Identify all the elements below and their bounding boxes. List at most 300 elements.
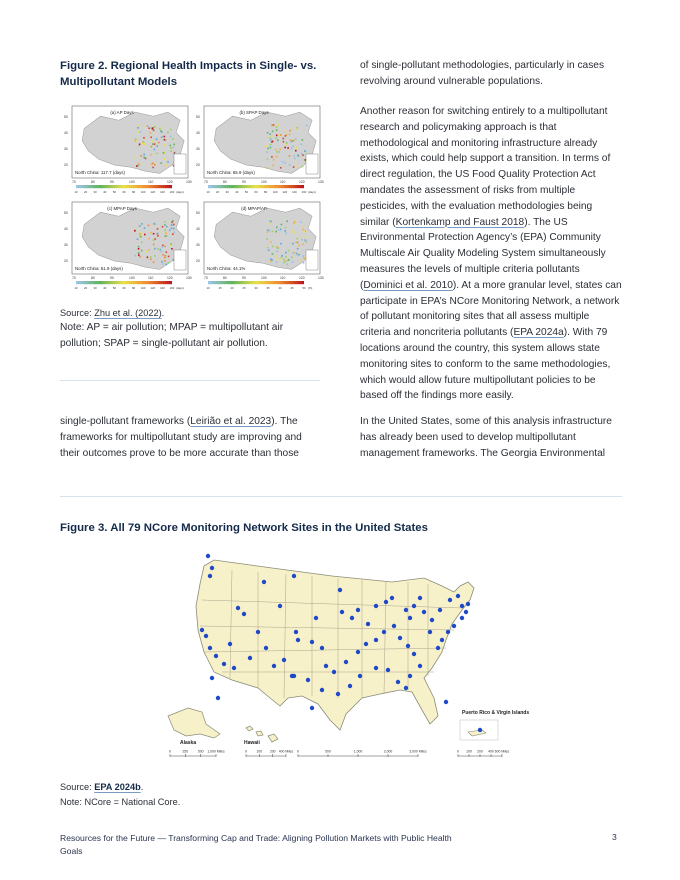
legend-tick: 50 xyxy=(302,286,306,290)
scale-label: 500 xyxy=(325,749,331,754)
heat-cell xyxy=(293,140,295,142)
ncore-site-marker xyxy=(418,596,422,600)
heat-cell xyxy=(168,256,170,258)
heat-cell xyxy=(134,157,136,159)
heat-cell xyxy=(270,221,272,223)
heat-cell xyxy=(291,148,293,150)
heat-cell xyxy=(302,139,304,141)
ncore-site-marker xyxy=(390,596,394,600)
heat-cell xyxy=(164,260,166,262)
lon-tick: 130 xyxy=(186,180,192,184)
heat-cell xyxy=(147,125,149,127)
legend-tick: 30 xyxy=(254,286,258,290)
ncore-site-marker xyxy=(296,638,300,642)
ncore-site-marker xyxy=(466,602,470,606)
scale-label: 400 xyxy=(488,749,494,754)
scale-label: 0 xyxy=(245,749,247,754)
legend-tick: 20 xyxy=(230,286,234,290)
ncore-sites-map xyxy=(162,548,530,766)
heat-cell xyxy=(154,248,156,250)
legend-tick: 50 xyxy=(112,286,116,290)
legend-tick: 40 xyxy=(103,286,107,290)
heat-cell xyxy=(148,225,150,227)
heat-cell xyxy=(162,226,164,228)
left-column-paragraph: single-pollutant frameworks (Leirião et al. 2023). The frameworks for multipollutant study are improving and their outcomes prove to be more accurate than those xyxy=(60,416,302,459)
legend-tick: 140 xyxy=(292,190,297,194)
heat-cell xyxy=(270,241,272,243)
ncore-site-marker xyxy=(436,646,440,650)
heat-cell xyxy=(164,139,166,141)
heat-cell xyxy=(172,147,174,149)
heat-cell xyxy=(266,145,268,147)
ncore-site-marker xyxy=(456,594,460,598)
heat-cell xyxy=(171,227,173,229)
heat-cell xyxy=(166,164,168,166)
ncore-site-marker xyxy=(208,574,212,578)
heat-cell xyxy=(300,260,302,262)
heat-cell xyxy=(280,259,282,261)
legend-tick: 15 xyxy=(218,286,222,290)
heat-cell xyxy=(286,232,288,234)
heat-cell xyxy=(289,164,291,166)
lon-tick: 80 xyxy=(223,180,227,184)
ncore-site-marker xyxy=(292,674,296,678)
heat-cell xyxy=(266,151,268,153)
heat-cell xyxy=(297,238,299,240)
heat-cell xyxy=(294,158,296,160)
heat-cell xyxy=(286,264,288,266)
panel-inset-box xyxy=(306,154,318,174)
legend-tick: 120 xyxy=(282,190,288,194)
ncore-site-marker xyxy=(366,622,370,626)
divider xyxy=(60,380,320,381)
heat-cell xyxy=(287,147,289,149)
scale-label: 200 xyxy=(477,749,483,754)
heat-cell xyxy=(276,126,278,128)
heat-cell xyxy=(137,238,139,240)
heat-cell xyxy=(283,262,285,264)
panel-stat: North China: 117.7 (days) xyxy=(75,170,125,175)
ncore-site-marker xyxy=(350,616,354,620)
ncore-site-marker xyxy=(272,664,276,668)
heat-cell xyxy=(269,133,271,135)
puerto-rico-inset xyxy=(468,730,486,736)
heat-cell xyxy=(292,252,294,254)
legend-tick: 140 xyxy=(160,190,165,194)
heat-cell xyxy=(294,221,296,223)
lon-tick: 110 xyxy=(280,180,286,184)
heat-cell xyxy=(148,249,150,251)
legend-tick: 60 xyxy=(122,190,126,194)
heat-cell xyxy=(297,254,299,256)
ncore-site-marker xyxy=(232,666,236,670)
ncore-site-marker xyxy=(408,674,412,678)
lat-tick: 20 xyxy=(196,259,200,263)
heat-cell xyxy=(289,155,291,157)
heat-cell xyxy=(301,239,303,241)
heat-cell xyxy=(279,149,281,151)
heat-cell xyxy=(272,141,274,143)
ncore-site-marker xyxy=(448,598,452,602)
heat-cell xyxy=(292,261,294,263)
ncore-site-marker xyxy=(446,630,450,634)
heat-cell xyxy=(172,138,174,140)
heat-cell xyxy=(268,249,270,251)
heat-cell xyxy=(285,135,287,137)
heat-cell xyxy=(159,128,161,130)
heat-cell xyxy=(170,244,172,246)
heat-cell xyxy=(172,233,174,235)
heat-cell xyxy=(144,234,146,236)
heat-cell xyxy=(303,257,305,259)
lon-tick: 80 xyxy=(223,276,227,280)
heat-cell xyxy=(276,256,278,258)
lat-tick: 30 xyxy=(196,147,200,151)
source-link-epa-2024b[interactable]: EPA 2024b xyxy=(94,782,141,792)
heat-cell xyxy=(153,223,155,225)
figure-3-note: Note: NCore = National Core. xyxy=(60,797,181,807)
heat-cell xyxy=(154,149,156,151)
heat-cell xyxy=(296,127,298,129)
heat-cell xyxy=(281,255,283,257)
lon-tick: 100 xyxy=(261,180,267,184)
heat-cell xyxy=(141,223,143,225)
lon-tick: 70 xyxy=(72,276,76,280)
conus-outline xyxy=(196,560,474,730)
citation-link-epa-2024a[interactable]: EPA 2024a xyxy=(513,327,564,339)
ncore-site-marker xyxy=(374,666,378,670)
ncore-site-marker xyxy=(412,604,416,608)
citation-link-dominici[interactable]: Dominici et al. 2010 xyxy=(363,279,453,291)
legend-tick: 100 xyxy=(272,190,278,194)
heat-cell xyxy=(302,244,304,246)
color-legend-bar xyxy=(76,281,172,284)
heat-cell xyxy=(275,137,277,139)
heat-cell xyxy=(268,135,270,137)
heat-cell xyxy=(169,145,171,147)
heat-cell xyxy=(284,162,286,164)
legend-tick: 25 xyxy=(242,286,246,290)
heat-cell xyxy=(173,228,175,230)
lon-tick: 120 xyxy=(167,180,173,184)
heat-cell xyxy=(172,220,174,222)
heat-cell xyxy=(293,232,295,234)
ncore-site-marker xyxy=(340,610,344,614)
heat-cell xyxy=(135,138,137,140)
heat-cell xyxy=(144,227,146,229)
ncore-site-marker xyxy=(314,616,318,620)
lon-tick: 100 xyxy=(261,276,267,280)
heat-cell xyxy=(271,135,273,137)
ncore-site-marker xyxy=(320,688,324,692)
source-link-zhu[interactable]: Zhu et al. (2022) xyxy=(94,308,162,318)
ncore-site-marker xyxy=(396,680,400,684)
ncore-site-marker xyxy=(294,630,298,634)
heat-cell xyxy=(166,264,168,266)
lon-tick: 100 xyxy=(129,276,135,280)
panel-stat: North China: 44.1% xyxy=(207,266,246,271)
heat-cell xyxy=(267,229,269,231)
heat-cell xyxy=(152,141,154,143)
heat-cell xyxy=(135,255,137,257)
heat-cell xyxy=(159,231,161,233)
heat-cell xyxy=(146,251,148,253)
heat-cell xyxy=(295,150,297,152)
legend-tick: 10 xyxy=(74,190,78,194)
ncore-site-marker xyxy=(332,670,336,674)
ncore-site-marker xyxy=(222,662,226,666)
heat-cell xyxy=(293,166,295,168)
ncore-site-marker xyxy=(310,640,314,644)
heat-cell xyxy=(139,256,141,258)
heat-cell xyxy=(140,233,142,235)
heat-cell xyxy=(266,238,268,240)
heat-cell xyxy=(277,259,279,261)
lon-tick: 120 xyxy=(299,180,305,184)
ncore-site-marker xyxy=(464,610,468,614)
heat-cell xyxy=(162,254,164,256)
lon-tick: 80 xyxy=(91,276,95,280)
ncore-site-marker xyxy=(256,630,260,634)
ncore-site-marker xyxy=(210,676,214,680)
color-legend-bar xyxy=(208,185,304,188)
lat-tick: 50 xyxy=(64,211,68,215)
heat-cell xyxy=(139,144,141,146)
heat-cell xyxy=(280,229,282,231)
legend-tick: 80 xyxy=(264,190,268,194)
legend-tick: 50 xyxy=(244,190,248,194)
ncore-site-marker xyxy=(382,630,386,634)
heat-cell xyxy=(267,159,269,161)
heat-cell xyxy=(138,252,140,254)
heat-cell xyxy=(156,153,158,155)
heat-cell xyxy=(302,229,304,231)
heat-cell xyxy=(154,238,156,240)
scale-label: 2,000 xyxy=(383,749,393,754)
heat-cell xyxy=(276,227,278,229)
scale-label: 0 xyxy=(169,749,171,754)
heat-cell xyxy=(167,161,169,163)
heat-cell xyxy=(291,257,293,259)
legend-tick: 160 xyxy=(169,190,175,194)
ncore-site-marker xyxy=(282,658,286,662)
ncore-site-marker xyxy=(264,646,268,650)
heat-cell xyxy=(277,124,279,126)
heat-cell xyxy=(168,262,170,264)
heat-cell xyxy=(289,130,291,132)
heat-cell xyxy=(144,144,146,146)
panel-label: (c) MPAP Days xyxy=(107,206,137,211)
heat-cell xyxy=(145,158,147,160)
heat-cell xyxy=(164,229,166,231)
heat-cell xyxy=(161,261,163,263)
legend-tick: 80 xyxy=(132,190,136,194)
scale-label: 100 xyxy=(466,749,472,754)
heat-cell xyxy=(286,221,288,223)
legend-tick: 100 xyxy=(140,286,146,290)
heat-cell xyxy=(173,232,175,234)
figure-2-panel xyxy=(64,106,192,194)
heat-cell xyxy=(157,248,159,250)
heat-cell xyxy=(138,246,140,248)
heat-cell xyxy=(137,131,139,133)
heat-cell xyxy=(296,165,298,167)
lon-tick: 80 xyxy=(91,180,95,184)
right-paragraph-1: of single-pollutant methodologies, particularly in cases revolving around vulnerable populations. xyxy=(360,60,605,87)
heat-cell xyxy=(303,225,305,227)
heat-cell xyxy=(163,152,165,154)
heat-cell xyxy=(276,250,278,252)
figure-2-map-grid xyxy=(60,104,322,294)
heat-cell xyxy=(151,146,153,148)
heat-cell xyxy=(295,138,297,140)
heat-cell xyxy=(283,141,285,143)
heat-cell xyxy=(153,130,155,132)
heat-cell xyxy=(276,135,278,137)
legend-unit: (days) xyxy=(308,190,316,194)
heat-cell xyxy=(296,242,298,244)
heat-cell xyxy=(278,151,280,153)
lon-tick: 110 xyxy=(148,180,154,184)
ncore-site-marker xyxy=(324,664,328,668)
heat-cell xyxy=(157,228,159,230)
legend-tick: 30 xyxy=(93,190,97,194)
heat-cell xyxy=(161,131,163,133)
ncore-site-marker xyxy=(306,678,310,682)
lat-tick: 40 xyxy=(196,227,200,231)
lat-tick: 20 xyxy=(64,163,68,167)
ncore-site-marker xyxy=(348,684,352,688)
heat-cell xyxy=(284,230,286,232)
ncore-site-marker xyxy=(430,618,434,622)
heat-cell xyxy=(302,166,304,168)
heat-cell xyxy=(293,155,295,157)
heat-cell xyxy=(283,138,285,140)
heat-cell xyxy=(293,223,295,225)
citation-link-leiriao[interactable]: Leirião et al. 2023 xyxy=(190,416,272,427)
citation-link-kortenkamp[interactable]: Kortenkamp and Faust 2018 xyxy=(395,216,525,228)
heat-cell xyxy=(136,140,138,142)
section-divider xyxy=(60,496,622,497)
ncore-site-marker xyxy=(344,660,348,664)
heat-cell xyxy=(155,138,157,140)
lat-tick: 20 xyxy=(196,163,200,167)
heat-cell xyxy=(273,124,275,126)
ncore-site-marker xyxy=(404,686,408,690)
ncore-site-marker xyxy=(440,638,444,642)
legend-tick: 10 xyxy=(206,190,210,194)
heat-cell xyxy=(292,243,294,245)
ncore-site-marker xyxy=(418,664,422,668)
scale-label: 0 xyxy=(457,749,459,754)
ncore-site-marker xyxy=(204,634,208,638)
lon-tick: 70 xyxy=(204,180,208,184)
lon-tick: 110 xyxy=(148,276,154,280)
heat-cell xyxy=(278,135,280,137)
heat-cell xyxy=(139,225,141,227)
heat-cell xyxy=(298,245,300,247)
ncore-site-marker xyxy=(452,624,456,628)
legend-tick: 50 xyxy=(112,190,116,194)
heat-cell xyxy=(272,131,274,133)
ncore-site-marker xyxy=(336,692,340,696)
heat-cell xyxy=(285,252,287,254)
lon-tick: 90 xyxy=(110,180,114,184)
heat-cell xyxy=(270,146,272,148)
heat-cell xyxy=(137,165,139,167)
legend-tick: 40 xyxy=(235,190,239,194)
heat-cell xyxy=(275,149,277,151)
heat-cell xyxy=(271,138,273,140)
ncore-site-marker xyxy=(216,696,220,700)
heat-cell xyxy=(296,147,298,149)
heat-cell xyxy=(301,143,303,145)
lon-tick: 110 xyxy=(280,276,286,280)
heat-cell xyxy=(154,127,156,129)
heat-cell xyxy=(160,130,162,132)
heat-cell xyxy=(280,167,282,169)
legend-tick: 10 xyxy=(206,286,210,290)
heat-cell xyxy=(272,231,274,233)
page-number: 3 xyxy=(612,832,617,842)
ncore-site-marker xyxy=(398,636,402,640)
footer-text: Resources for the Future — Transforming Cap and Trade: Aligning Pollution Markets with Public Health Goals xyxy=(60,833,452,856)
heat-cell xyxy=(306,125,308,127)
heat-cell xyxy=(269,230,271,232)
legend-tick: 160 xyxy=(301,190,307,194)
figure-2-source: Source: Zhu et al. (2022). xyxy=(60,308,165,318)
ncore-site-marker xyxy=(392,624,396,628)
panel-label: (a) AP Days xyxy=(110,110,134,115)
legend-tick: 120 xyxy=(150,190,156,194)
lat-tick: 40 xyxy=(64,131,68,135)
heat-cell xyxy=(156,145,158,147)
heat-cell xyxy=(285,131,287,133)
heat-cell xyxy=(272,253,274,255)
legend-unit: (days) xyxy=(176,286,184,290)
heat-cell xyxy=(267,148,269,150)
panel-label: (b) SPAP Days xyxy=(239,110,269,115)
legend-tick: 20 xyxy=(216,190,220,194)
heat-cell xyxy=(152,167,154,169)
heat-cell xyxy=(152,143,154,145)
heat-cell xyxy=(171,248,173,250)
heat-cell xyxy=(154,143,156,145)
ncore-site-marker xyxy=(478,728,482,732)
heat-cell xyxy=(276,156,278,158)
ncore-site-marker xyxy=(460,616,464,620)
heat-cell xyxy=(276,246,278,248)
right-paragraph-2: Another reason for switching entirely to a multipollutant research and policymaking approach is that methodological and monitoring infrastructure already exists, which could help support a transition. In terms of direct regulation, the US Food Quality Protection Act mandates the assessment of risks from multiple pesticides, with the evaluation methodologies being similar (Kortenkamp and Faust 2018). The US Environmental Protection Agency’s (EPA) Community Multiscale Air Quality Modeling System simultaneously measures the levels of multiple criteria pollutants (Dominici et al. 2010). At a more granular level, states can participate in EPA’s NCore Monitoring Network, a network of pollutant monitoring sites that all assess multiple criteria and noncriteria pollutants (EPA 2024a). With 79 locations around the country, this system allows state monitoring sites to conform to the same methodologies, which would allow future multipollutant policies to be based off the findings more easily. xyxy=(360,106,622,402)
ncore-site-marker xyxy=(412,652,416,656)
legend-tick: 30 xyxy=(225,190,229,194)
heat-cell xyxy=(164,246,166,248)
heat-cell xyxy=(304,231,306,233)
heat-cell xyxy=(173,224,175,226)
lon-tick: 120 xyxy=(299,276,305,280)
ncore-site-marker xyxy=(210,566,214,570)
legend-tick: 40 xyxy=(103,190,107,194)
heat-cell xyxy=(170,147,172,149)
heat-cell xyxy=(171,224,173,226)
ncore-site-marker xyxy=(208,646,212,650)
heat-cell xyxy=(152,127,154,129)
heat-cell xyxy=(281,224,283,226)
heat-cell xyxy=(137,125,139,127)
heat-cell xyxy=(150,259,152,261)
scale-label: 1,000 Miles xyxy=(207,749,225,754)
panel-stat: North China: 65.9 (days) xyxy=(207,170,255,175)
